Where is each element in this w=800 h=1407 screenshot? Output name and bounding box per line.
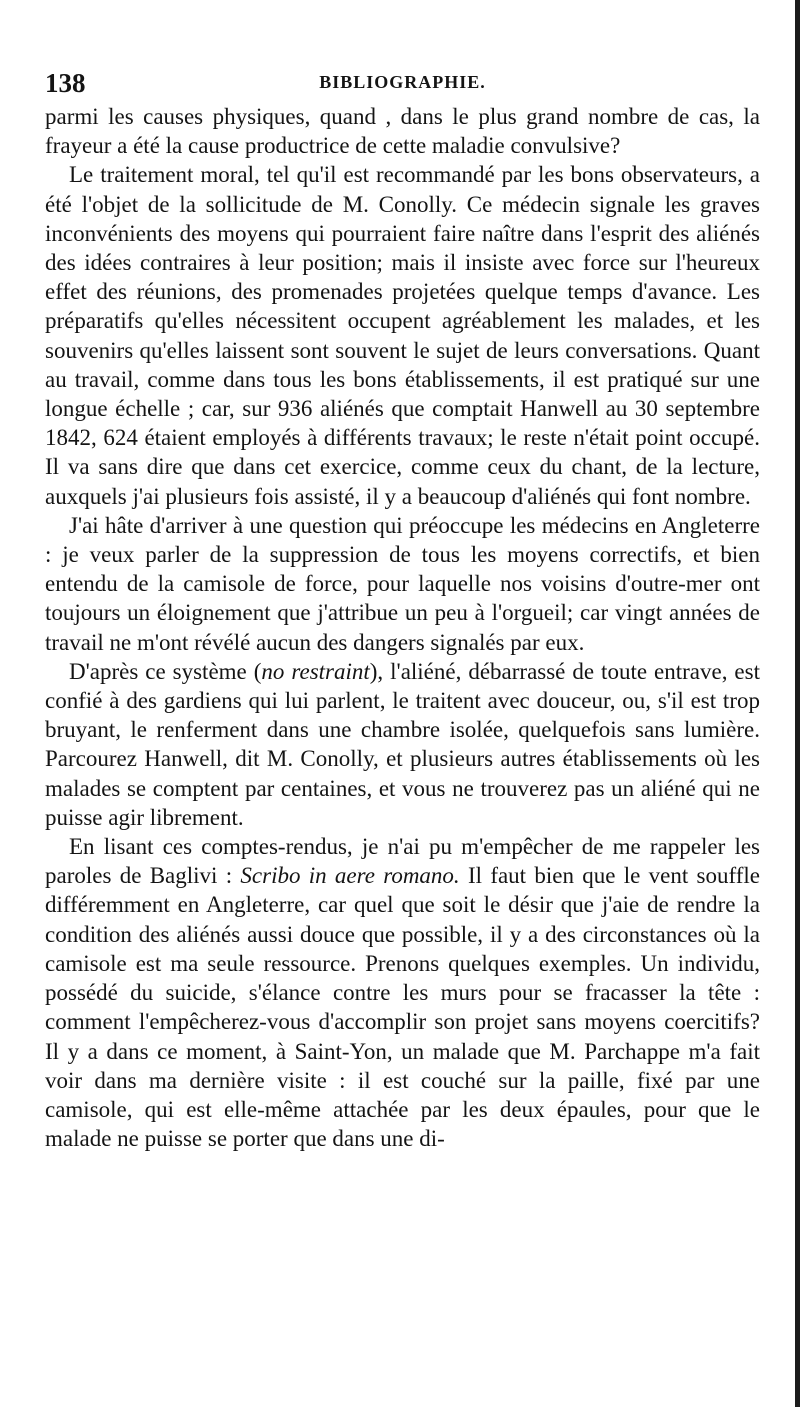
paragraph-3: J'ai hâte d'arriver à une question qui préoccupe les médecins en Angleterre : je veux parler de la suppression de tous les moyens correctifs, et bien entendu de la camisole de force, pour laquelle nos voisins d'outre-mer ont toujours un éloignement que j'attribue un peu à l'orgueil; car vingt années de travail ne m'ont révélé aucun des dangers signalés par eux.	[45, 512, 760, 655]
paragraph-5-text-after: Il faut bien que le vent souffle différemment en Angleterre, car quel que soit le désir que j'aie de rendre la condition des aliénés aussi douce que possible, il y a des circonstances où la camisole est ma seule ressource. Prenons quelques exemples. Un individu, possédé du suicide, s'élance contre les murs pour se fracasser la tête : comment l'empêcherez-vous d'accomplir son projet sans moyens coercitifs? Il y a dans ce moment, à Saint-Yon, un malade que M. Parchappe m'a fait voir dans ma dernière visite : il est couché sur la paille, fixé par une camisole, qui est elle-même attachée par les deux épaules, pour que le malade ne puisse se porter que dans une di-	[45, 863, 760, 1152]
running-title: BIBLIOGRAPHIE.	[319, 72, 486, 92]
paragraph-4-italic-phrase: no restraint	[261, 658, 370, 684]
paragraph-5-text-before: En lisant ces comptes-rendus, je n'ai pu m'empêcher de me rappeler les paroles de Baglivi :	[45, 834, 760, 889]
page-number: 138	[45, 68, 86, 98]
page-header	[45, 66, 760, 102]
paragraph-5	[45, 832, 760, 1153]
paragraph-1: parmi les causes physiques, quand , dans le plus grand nombre de cas, la frayeur a été la cause productrice de cette maladie convulsive?	[45, 104, 760, 159]
paragraph-5-italic-phrase: Scribo in aere romano.	[240, 863, 460, 889]
paragraph-4-text-before: D'après ce système (	[69, 658, 262, 684]
paragraph-2: Le traitement moral, tel qu'il est recommandé par les bons observateurs, a été l'objet de la sollicitude de M. Conolly. Ce médecin signale les graves inconvénients des moyens qui pourraient faire naître dans l'esprit des aliénés des idées contraires à leur position; mais il insiste avec force sur l'heureux effet des réunions, des promenades projetées quelque temps d'avance. Les préparatifs qu'elles nécessitent occupent agréablement les malades, et les souvenirs qu'elles laissent sont souvent le sujet de leurs conversations. Quant au travail, comme dans tous les bons établissements, il est pratiqué sur une longue échelle ; car, sur 936 aliénés que comptait Hanwell au 30 septembre 1842, 624 étaient employés à différents travaux; le reste n'était point occupé. Il va sans dire que dans cet exercice, comme ceux du chant, de la lecture, auxquels j'ai plusieurs fois assisté, il y a beaucoup d'aliénés qui font nombre.	[45, 162, 760, 509]
page-body	[45, 102, 760, 1153]
paragraph-4-text-after: ), l'aliéné, débarrassé de toute entrave, est confié à des gardiens qui lui parlent, le traitent avec douceur, ou, s'il est trop bruyant, le renferment dans une chambre isolée, quelquefois sans lumière. Parcourez Hanwell, dit M. Conolly, et plusieurs autres établissements où les malades se comptent par centaines, et vous ne trouverez pas un aliéné qui ne puisse agir librement.	[45, 658, 760, 830]
paragraph-4	[45, 657, 760, 832]
